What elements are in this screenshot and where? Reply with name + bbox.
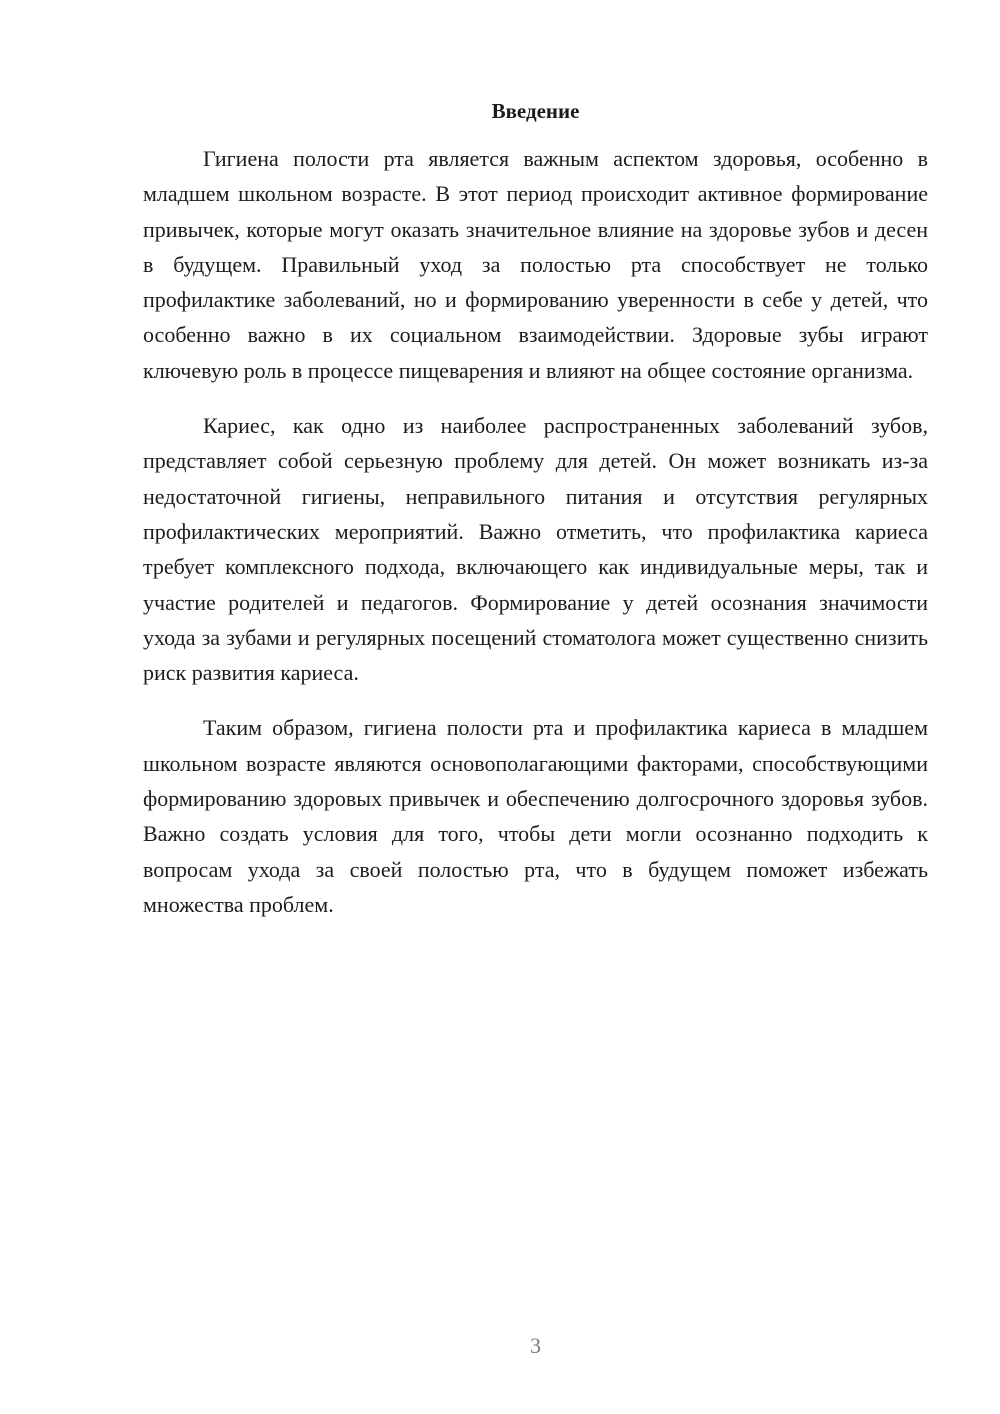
body-text xyxy=(143,141,928,942)
page-number: 3 xyxy=(530,1333,541,1358)
paragraph-1: Гигиена полости рта является важным аспектом здоровья, особенно в младшем школьном возрасте. В этот период происходит активное формирование привычек, которые могут оказать значительное влияние на здоровье зубов и десен в будущем. Правильный уход за полостью рта способствует не только профилактике заболеваний, но и формированию уверенности в себе у детей, что особенно важно в их социальном взаимодействии. Здоровые зубы играют ключевую роль в процессе пищеварения и влияют на общее состояние организма. xyxy=(143,146,928,383)
paragraph-3: Таким образом, гигиена полости рта и профилактика кариеса в младшем школьном возрасте являются основополагающими факторами, способствующими формированию здоровых привычек и обеспечению долгосрочного здоровья зубов. Важно создать условия для того, чтобы дети могли осознанно подходить к вопросам ухода за своей полостью рта, что в будущем поможет избежать множества проблем. xyxy=(143,715,928,917)
paragraph-2: Кариес, как одно из наиболее распространенных заболеваний зубов, представляет собой серьезную проблему для детей. Он может возникать из-за недостаточной гигиены, неправильного питания и отсутствия регулярных профилактических мероприятий. Важно отметить, что профилактика кариеса требует комплексного подхода, включающего как индивидуальные меры, так и участие родителей и педагогов. Формирование у детей осознания значимости ухода за зубами и регулярных посещений стоматолога может существенно снизить риск развития кариеса. xyxy=(143,413,928,686)
page-title: Введение xyxy=(491,99,580,123)
